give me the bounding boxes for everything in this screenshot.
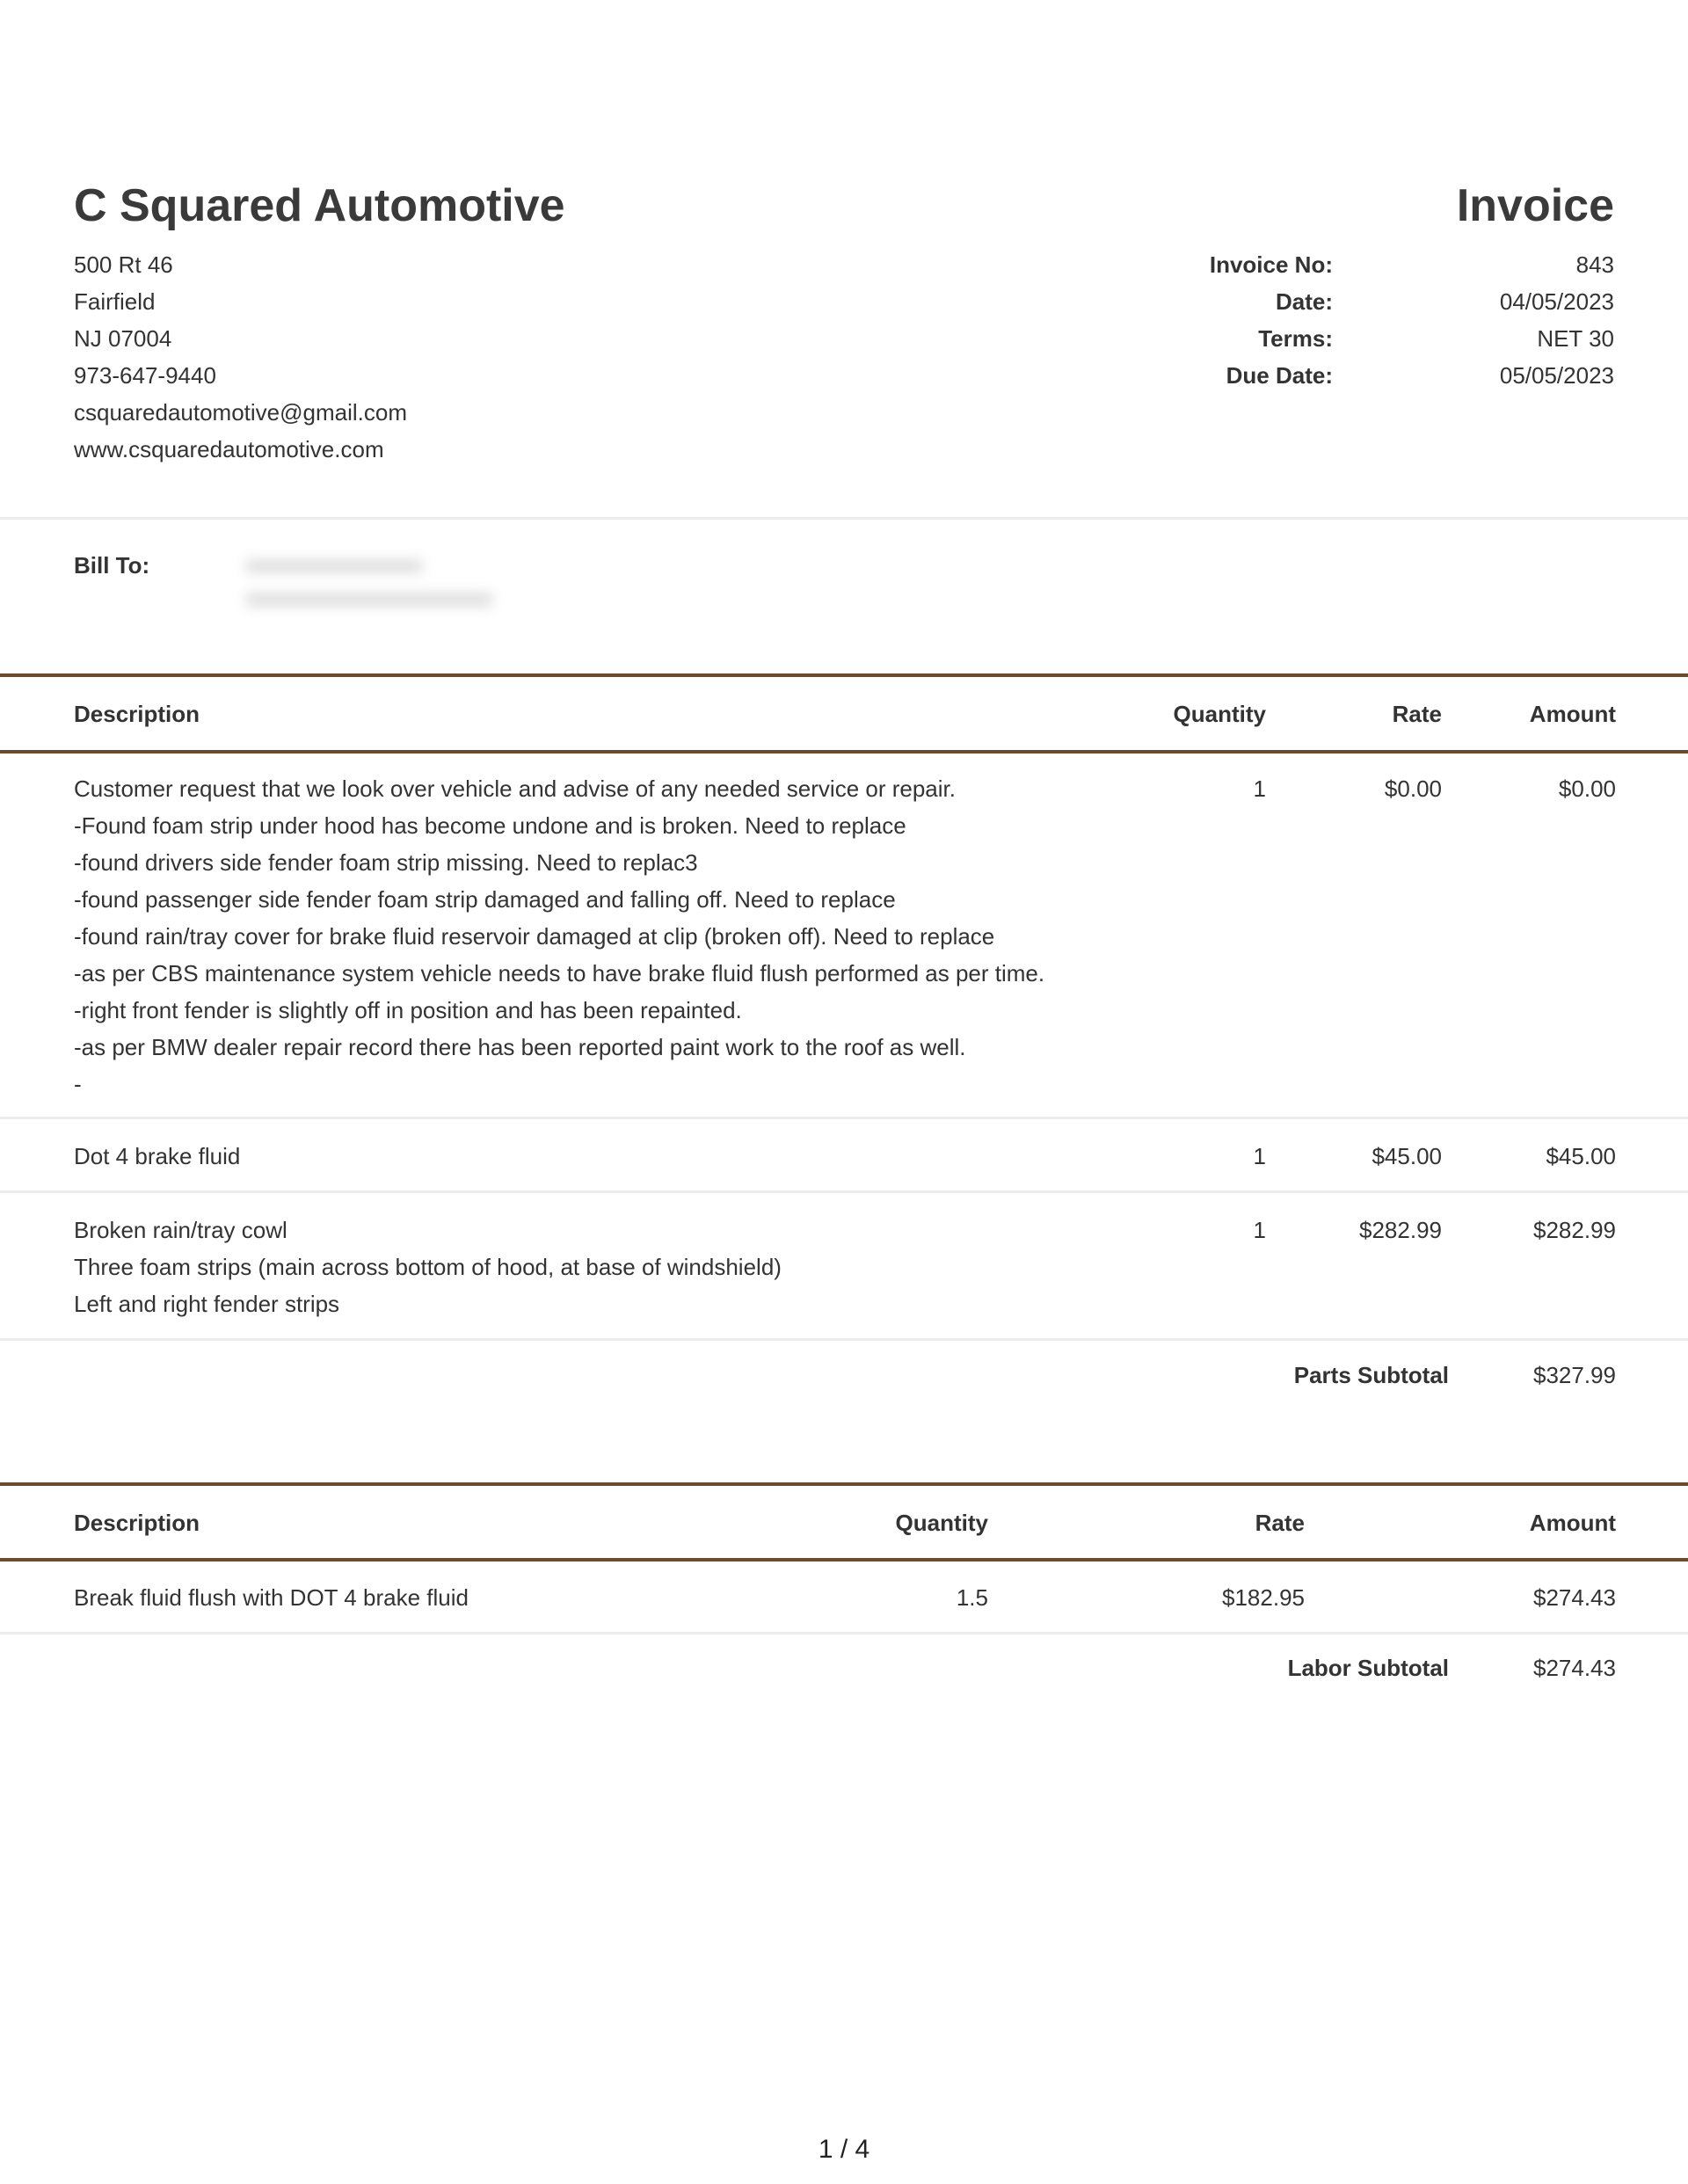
table-row [74,1212,782,1322]
row-description-line: -as per CBS maintenance system vehicle needs to have brake fluid flush performed as per time. [74,960,1045,986]
invoice-header [74,176,1614,475]
address-line-city: Fairfield [74,288,156,315]
bill-to-label: Bill To: [74,552,150,579]
row-quantity: 1 [1253,1143,1266,1169]
row-description-line: Left and right fender strips [74,1291,340,1317]
row-divider [0,1190,1688,1193]
row-description-line: Three foam strips (main across bottom of hood, at base of windshield) [74,1254,782,1280]
labor-header-rate: Rate [1255,1510,1305,1536]
invoice-terms: NET 30 [1537,325,1614,352]
page-indicator: 1 / 4 [818,2135,870,2164]
company-name: C Squared Automotive [74,180,565,231]
row-amount: $45.00 [1546,1143,1616,1169]
row-divider [0,1632,1688,1634]
parts-header-rate: Rate [1392,701,1442,727]
invoice-date: 04/05/2023 [1499,288,1614,315]
parts-subtotal-label: Parts Subtotal [1293,1362,1449,1388]
labor-header-description: Description [74,1510,200,1536]
labor-subtotal-value: $274.43 [1533,1655,1616,1681]
row-description-line: -found drivers side fender foam strip missing. Need to replac3 [74,849,698,876]
table-header-rule [0,750,1688,753]
labor-header-quantity: Quantity [895,1510,988,1536]
row-rate: $282.99 [1359,1217,1442,1243]
table-header-rule [0,1558,1688,1562]
meta-row-date [1069,283,1614,320]
labor-subtotal-label: Labor Subtotal [1287,1655,1449,1681]
table-top-rule [0,673,1688,677]
divider [0,517,1688,520]
document-title: Invoice [1456,180,1614,231]
parts-header-quantity: Quantity [1173,701,1266,727]
company-email: csquaredautomotive@gmail.com [74,399,408,426]
parts-subtotal-value: $327.99 [1533,1362,1616,1388]
parts-header-description: Description [74,701,200,727]
row-amount: $282.99 [1533,1217,1616,1243]
table-row [74,1138,240,1175]
table-top-rule [0,1482,1688,1486]
invoice-meta [1069,246,1614,394]
row-description-line: -found passenger side fender foam strip damaged and falling off. Need to replace [74,886,896,913]
meta-row-invoice-no [1069,246,1614,283]
labor-header-amount: Amount [1529,1510,1616,1536]
row-description-line: Dot 4 brake fluid [74,1143,241,1169]
table-row [74,770,1044,1103]
labor-row-amount: $274.43 [1533,1584,1616,1611]
meta-label: Terms: [1258,325,1333,352]
row-description-line: Broken rain/tray cowl [74,1217,287,1243]
row-divider [0,1338,1688,1341]
row-description-line: -Found foam strip under hood has become undone and is broken. Need to replace [74,812,906,839]
meta-row-due-date [1069,357,1614,394]
row-description-line: - [74,1071,82,1097]
invoice-due-date: 05/05/2023 [1499,362,1614,389]
row-description-line: -right front fender is slightly off in position and has been repainted. [74,997,742,1023]
company-address-block [74,246,407,468]
row-description-line: -found rain/tray cover for brake fluid reservoir damaged at clip (broken off). Need to replace [74,923,995,950]
meta-label: Date: [1275,288,1333,315]
row-amount: $0.00 [1558,775,1616,802]
meta-row-terms [1069,320,1614,357]
row-rate: $45.00 [1372,1143,1442,1169]
meta-label: Due Date: [1226,362,1333,389]
redacted-recipient [246,556,510,617]
labor-row-rate: $182.95 [1222,1584,1305,1611]
address-line-street: 500 Rt 46 [74,251,173,278]
parts-header-amount: Amount [1529,701,1616,727]
meta-label: Invoice No: [1209,251,1333,278]
address-line-state-zip: NJ 07004 [74,325,172,352]
row-description-line: Customer request that we look over vehicle and advise of any needed service or repair. [74,775,956,802]
labor-row-description: Break fluid flush with DOT 4 brake fluid [74,1584,469,1611]
row-quantity: 1 [1253,1217,1266,1243]
row-rate: $0.00 [1384,775,1442,802]
row-description-line: -as per BMW dealer repair record there has been reported paint work to the roof as well. [74,1034,966,1060]
invoice-number: 843 [1575,251,1614,278]
row-quantity: 1 [1253,775,1266,802]
row-divider [0,1117,1688,1119]
company-phone: 973-647-9440 [74,362,216,389]
company-website: www.csquaredautomotive.com [74,436,384,462]
labor-row-quantity: 1.5 [956,1584,988,1611]
